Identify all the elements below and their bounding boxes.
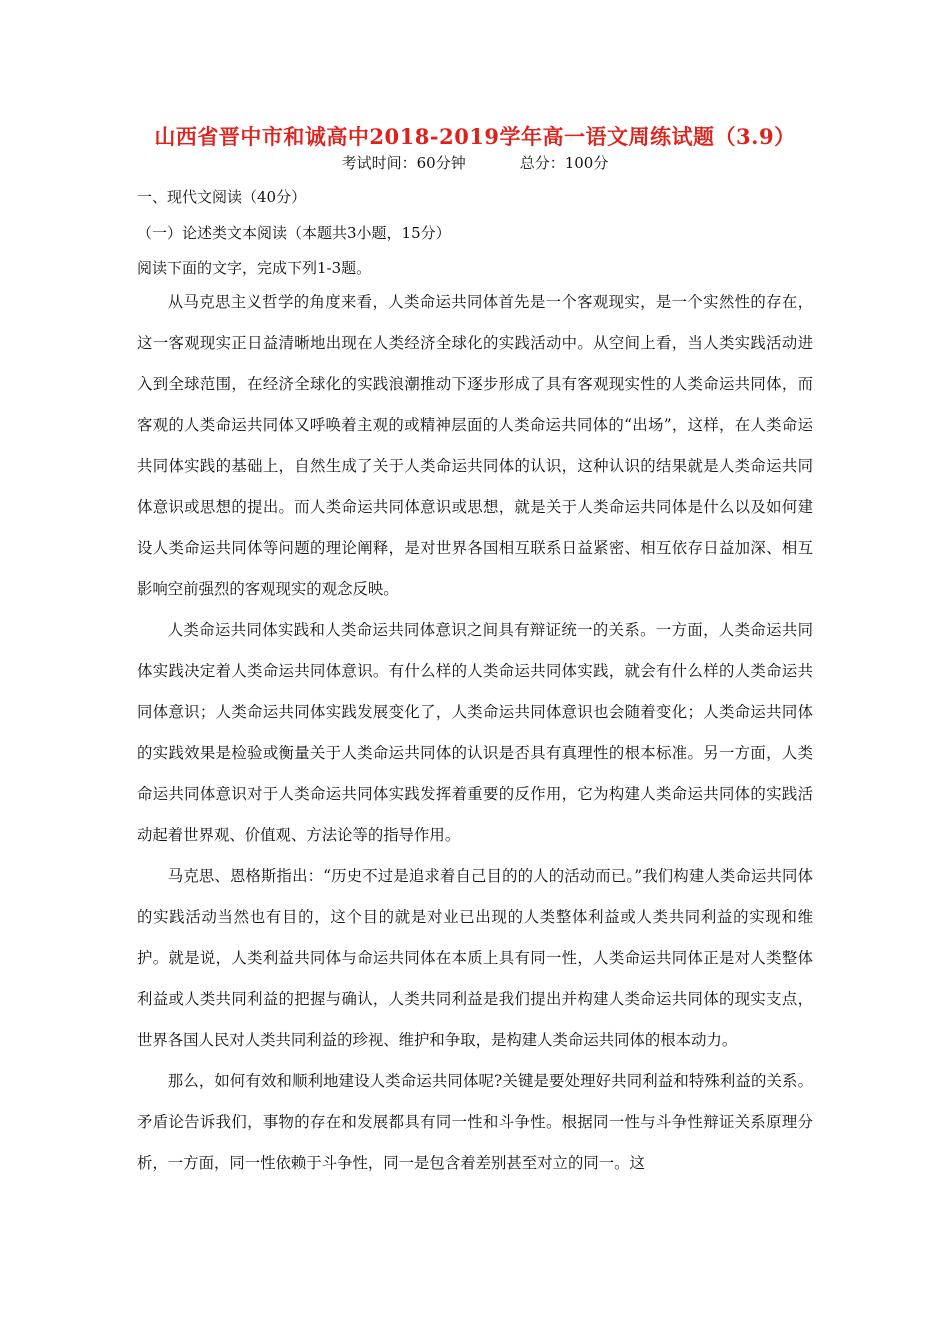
page-title: 山西省晋中市和诚高中2018-2019学年高一语文周练试题（3.9） xyxy=(154,124,796,149)
paragraph: 那么，如何有效和顺利地建设人类命运共同体呢?关键是要处理好共同利益和特殊利益的关系。矛盾论告诉我们，事物的存在和发展都具有同一性和斗争性。根据同一性与斗争性辩证关系原理分析，一方面，同一性依赖于斗争性，同一是包含着差别甚至对立的同一。这 xyxy=(137,1072,813,1172)
paragraph: 人类命运共同体实践和人类命运共同体意识之间具有辩证统一的关系。一方面，人类命运共同体实践决定着人类命运共同体意识。有什么样的人类命运共同体实践，就会有什么样的人类命运共同体意识；人类命运共同体实践发展变化了，人类命运共同体意识也会随着变化；人类命运共同体的实践效果是检验或衡量关于人类命运共同体的认识是否具有真理性的根本标准。另一方面，人类命运共同体意识对于人类命运共同体实践发挥着重要的反作用，它为构建人类命运共同体的实践活动起着世界观、价值观、方法论等的指导作用。 xyxy=(137,621,813,844)
exam-meta xyxy=(0,152,950,173)
reading-instruction: 阅读下面的文字，完成下列1-3题。 xyxy=(137,259,372,277)
paragraph: 从马克思主义哲学的角度来看，人类命运共同体首先是一个客观现实，是一个实然性的存在，这一客观现实正日益清晰地出现在人类经济全球化的实践活动中。从空间上看，当人类实践活动进入到全球范围，在经济全球化的实践浪潮推动下逐步形成了具有客观现实性的人类命运共同体，而客观的人类命运共同体又呼唤着主观的或精神层面的人类命运共同体的“出场”，这样，在人类命运共同体实践的基础上，自然生成了关于人类命运共同体的认识，这种认识的结果就是人类命运共同体意识或思想的提出。而人类命运共同体意识或思想，就是关于人类命运共同体是什么以及如何建设人类命运共同体等问题的理论阐释，是对世界各国相互联系日益紧密、相互依存日益加深、相互影响空前强烈的客观现实的观念反映。 xyxy=(137,293,813,598)
article-body xyxy=(137,282,813,1184)
subsection-heading: （一）论述类文本阅读（本题共3小题，15分） xyxy=(137,224,451,242)
exam-time: 考试时间：60分钟 xyxy=(341,154,466,172)
section-heading: 一、现代文阅读（40分） xyxy=(137,188,307,206)
exam-total-score: 总分：100分 xyxy=(519,154,609,172)
paragraph: 马克思、恩格斯指出：“历史不过是追求着自己目的的人的活动而已。”我们构建人类命运共同体的实践活动当然也有目的，这个目的就是对业已出现的人类整体利益或人类共同利益的实现和维护。就是说，人类利益共同体与命运共同体在本质上具有同一性，人类命运共同体正是对人类整体利益或人类共同利益的把握与确认，人类共同利益是我们提出并构建人类命运共同体的现实支点，世界各国人民对人类共同利益的珍视、维护和争取，是构建人类命运共同体的根本动力。 xyxy=(137,867,813,1049)
